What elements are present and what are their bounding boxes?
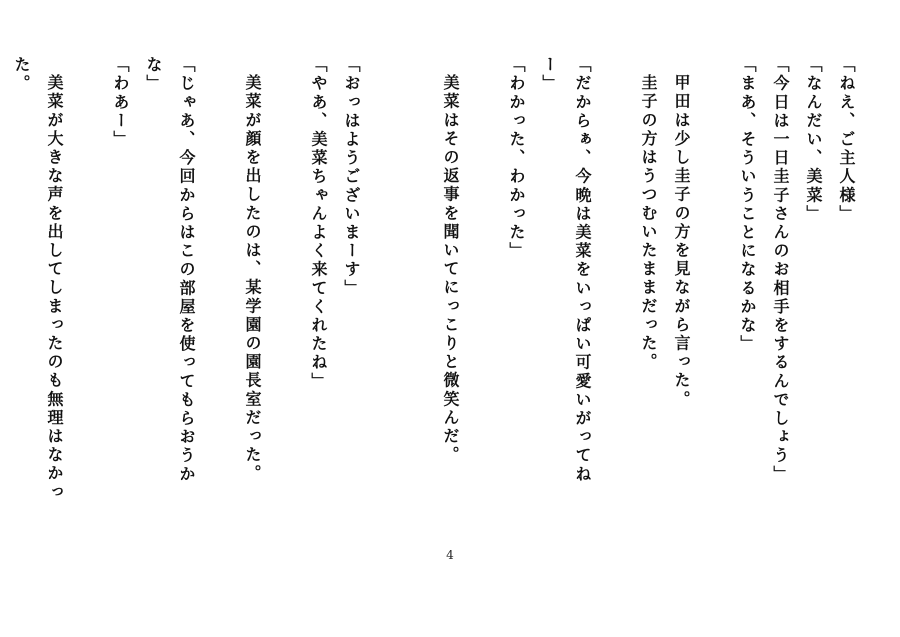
blank-line [272, 56, 299, 556]
text-line [0, 56, 2, 556]
text-line: 「だからぁ、今晩は美菜をいっぱい可愛いがってね [573, 56, 592, 484]
text-line: ー」 [540, 56, 559, 94]
blank-line [206, 56, 233, 556]
blank-line [74, 56, 101, 556]
blank-line [371, 56, 398, 556]
blank-line [404, 56, 431, 556]
text-line: 「やあ、美菜ちゃんよく来てくれたね」 [309, 56, 328, 391]
text-line: 「今日は一日圭子さんのお相手をするんでしょう」 [771, 56, 790, 484]
blank-line [701, 56, 728, 556]
text-line: 美菜はその返事を聞いてにっこりと微笑んだ。 [441, 74, 460, 465]
text-line: た。 [12, 56, 31, 94]
text-line: 「まあ、そういうことになるかな」 [738, 56, 757, 354]
text-line: 美菜が大きな声を出してしまったのも無理はなかっ [45, 74, 64, 502]
text-line: 甲田は少し圭子の方を見ながら言った。 [672, 74, 691, 409]
text-line: 「わかった、わかった」 [507, 56, 526, 261]
text-line: 圭子の方はうつむいたままだった。 [639, 74, 658, 372]
text-line: な」 [144, 56, 163, 94]
text-line: 「おっはようございまーす」 [342, 56, 361, 298]
text-line: 「ねえ、ご主人様」 [837, 56, 856, 224]
text-line: 「なんだい、美菜」 [804, 56, 823, 224]
text-line: 「わあー」 [111, 56, 130, 149]
blank-line [602, 56, 629, 556]
text-line: 「じゃあ、今回からはこの部屋を使ってもらおうか [177, 56, 196, 484]
page-number: 4 [446, 548, 454, 562]
vertical-text-body [12, 56, 860, 556]
text-line: 美菜が顔を出したのは、某学園の園長室だった。 [243, 74, 262, 484]
blank-line [470, 56, 497, 556]
